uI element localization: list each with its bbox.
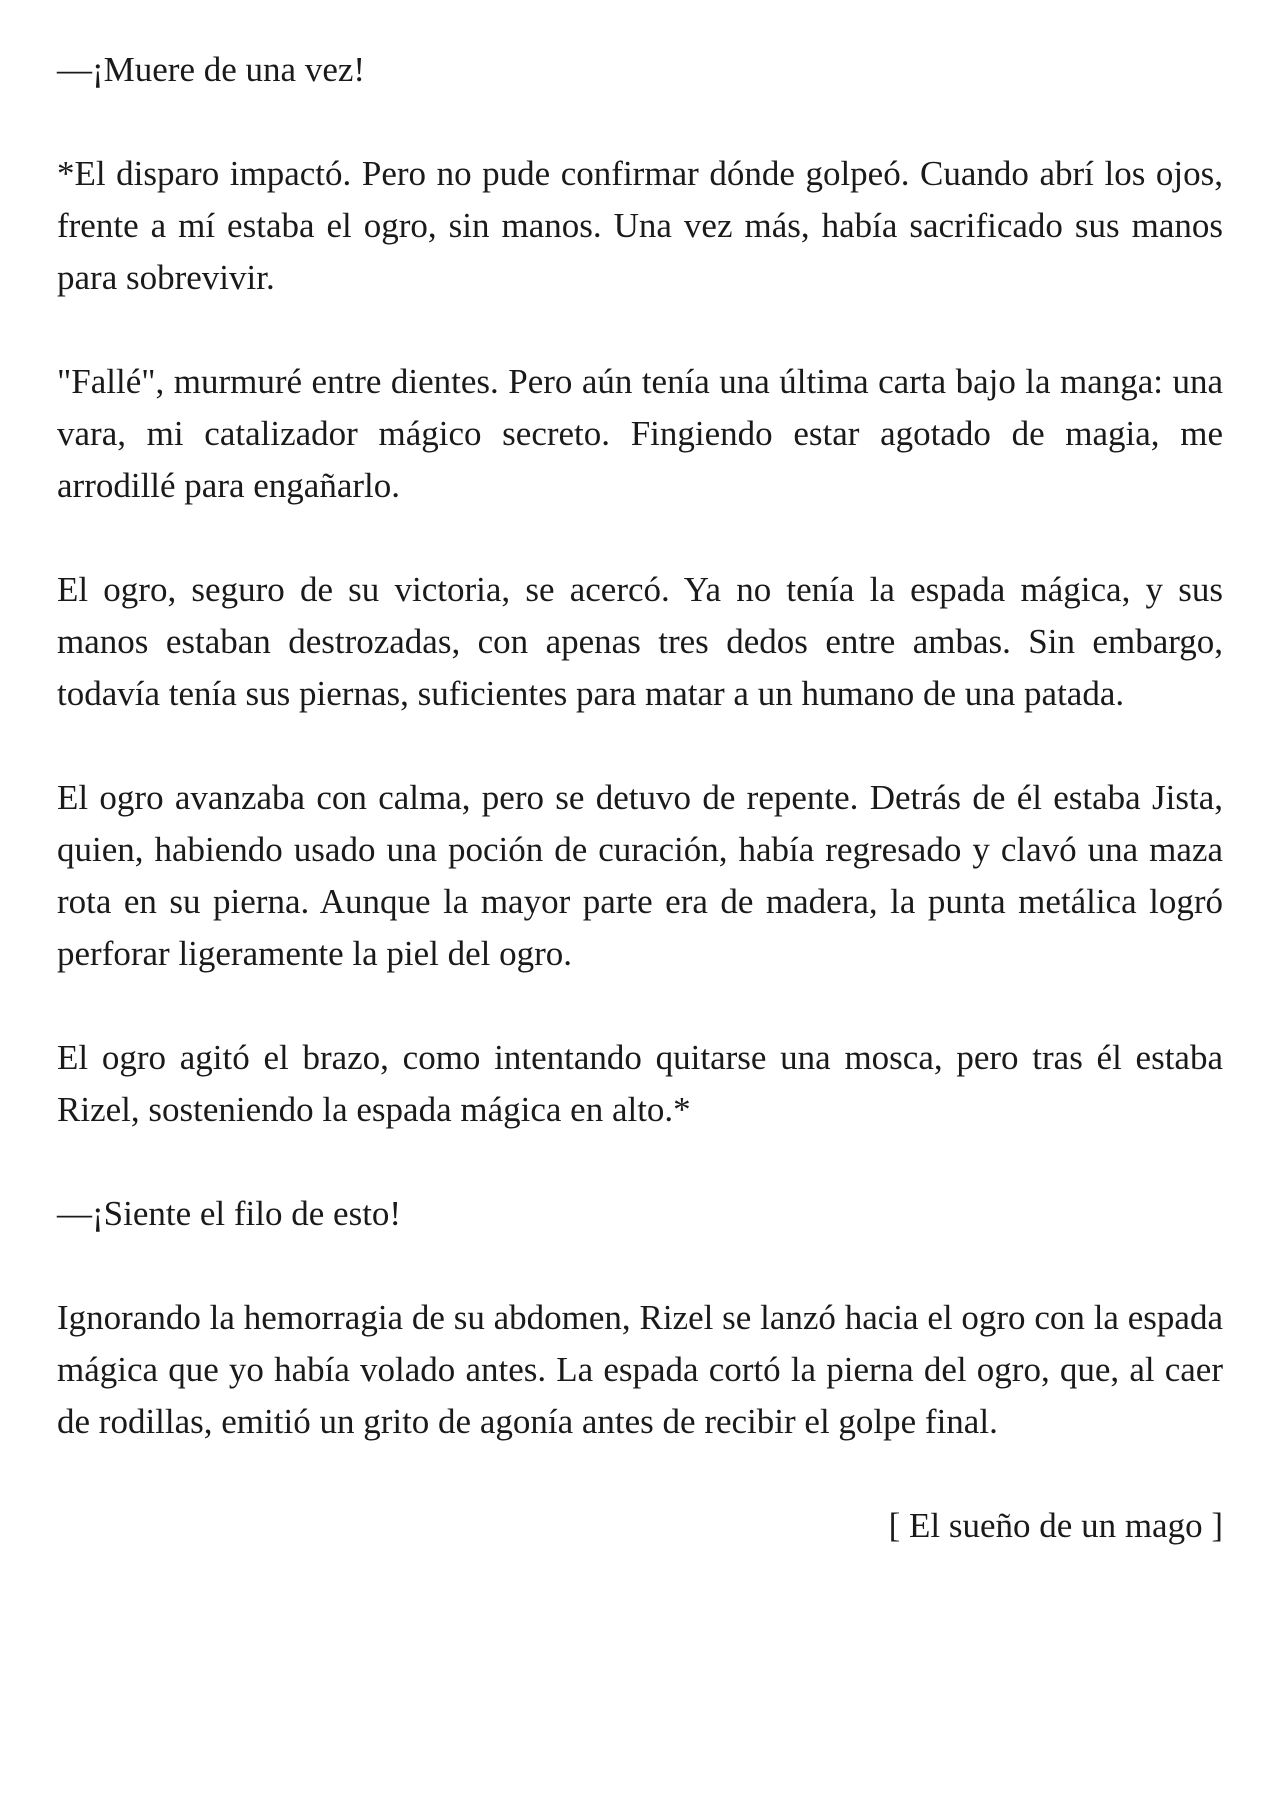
paragraph-3: "Fallé", murmuré entre dientes. Pero aún tenía una última carta bajo la manga: una vara, mi catalizador mágico secreto. Fingiendo estar agotado de magia, me arrodillé para engañarlo. — [57, 362, 1223, 505]
paragraph-dialogue-1: —¡Muere de una vez! — [57, 50, 366, 89]
paragraph-8: Ignorando la hemorragia de su abdomen, Rizel se lanzó hacia el ogro con la espada mágica que yo había volado antes. La espada cortó la pierna del ogro, que, al caer de rodillas, emitió un grito de agonía antes de recibir el golpe final. — [57, 1298, 1223, 1441]
paragraph-6: El ogro agitó el brazo, como intentando quitarse una mosca, pero tras él estaba Rizel, sosteniendo la espada mágica en alto.* — [57, 1038, 1223, 1129]
document-page — [57, 44, 1223, 1552]
paragraph-4: El ogro, seguro de su victoria, se acercó. Ya no tenía la espada mágica, y sus manos estaban destrozadas, con apenas tres dedos entre ambas. Sin embargo, todavía tenía sus piernas, suficientes para matar a un humano de una patada. — [57, 570, 1223, 713]
chapter-title: [ El sueño de un mago ] — [888, 1506, 1223, 1545]
paragraph-dialogue-2: —¡Siente el filo de esto! — [57, 1194, 402, 1233]
paragraph-5: El ogro avanzaba con calma, pero se detuvo de repente. Detrás de él estaba Jista, quien, habiendo usado una poción de curación, había regresado y clavó una maza rota en su pierna. Aunque la mayor parte era de madera, la punta metálica logró perforar ligeramente la piel del ogro. — [57, 778, 1223, 973]
paragraph-2: *El disparo impactó. Pero no pude confirmar dónde golpeó. Cuando abrí los ojos, frente a mí estaba el ogro, sin manos. Una vez más, había sacrificado sus manos para sobrevivir. — [57, 154, 1223, 297]
